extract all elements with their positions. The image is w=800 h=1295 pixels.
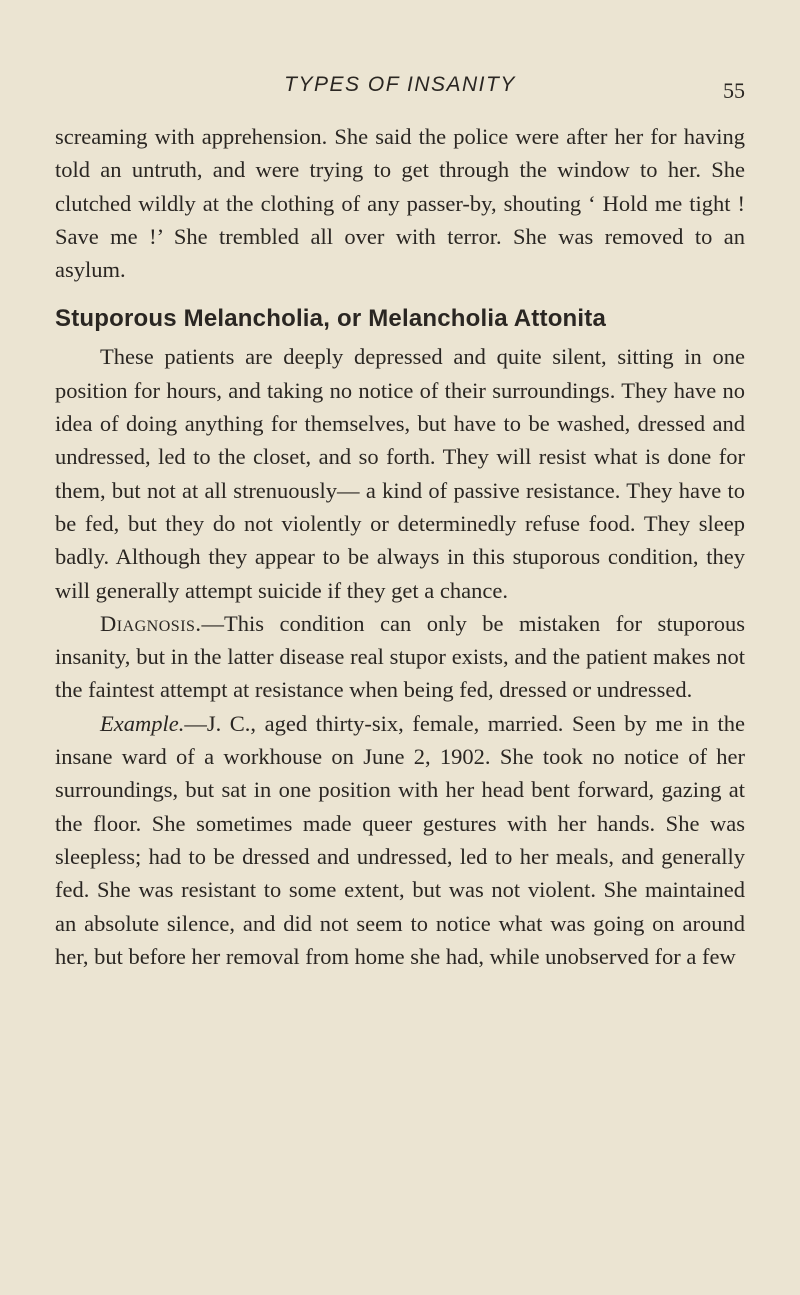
example-paragraph bbox=[55, 707, 745, 973]
description-paragraph: These patients are deeply depressed and quite silent, sitting in one position for hours, and taking no notice of their surroundings. They have no idea of doing anything for themselves, but have to be washed, dressed and undressed, led to the closet, and so forth. They will resist what is done for them, but not at all strenuously— a kind of passive resistance. They have to be fed, but they do not violently or determinedly refuse food. They sleep badly. Although they appear to be always in this stuporous condition, they will generally attempt suicide if they get a chance. bbox=[55, 344, 745, 603]
page-number: 55 bbox=[723, 78, 745, 103]
diagnosis-text: —This condition can only be mistaken for stuporous insanity, but in the latter disease real stupor exists, and the patient makes not the faintest attempt at resistance when being fed, dressed or undressed. bbox=[55, 610, 745, 703]
example-text: —J. C., aged thirty-six, female, married. Seen by me in the insane ward of a workhouse on June 2, 1902. She took no notice of her surroundings, but sat in one position with her head bent forward, gazing at the floor. She sometimes made queer gestures with her hands. She was sleepless; had to be dressed and undressed, led to her meals, and generally fed. She was resistant to some extent, but was not violent. She maintained an absolute silence, and did not seem to notice what was going on around her, but before her removal from home she had, while unobserved for a few bbox=[55, 710, 745, 969]
body-text bbox=[55, 120, 745, 973]
diagnosis-paragraph bbox=[55, 607, 745, 707]
section-heading: Stuporous Melancholia, or Melancholia Attonita bbox=[55, 305, 607, 333]
diagnosis-label: Diagnosis. bbox=[100, 610, 202, 636]
running-title: TYPES OF INSANITY bbox=[284, 73, 516, 96]
example-label: Example. bbox=[100, 710, 185, 736]
continuation-paragraph: screaming with apprehension. She said the police were after her for having told an untruth, and were trying to get through the window to her. She clutched wildly at the clothing of any passer-by, shouting ‘ Hold me tight ! Save me !’ She trembled all over with terror. She was removed to an asylum. bbox=[55, 124, 745, 283]
running-header bbox=[55, 70, 745, 103]
